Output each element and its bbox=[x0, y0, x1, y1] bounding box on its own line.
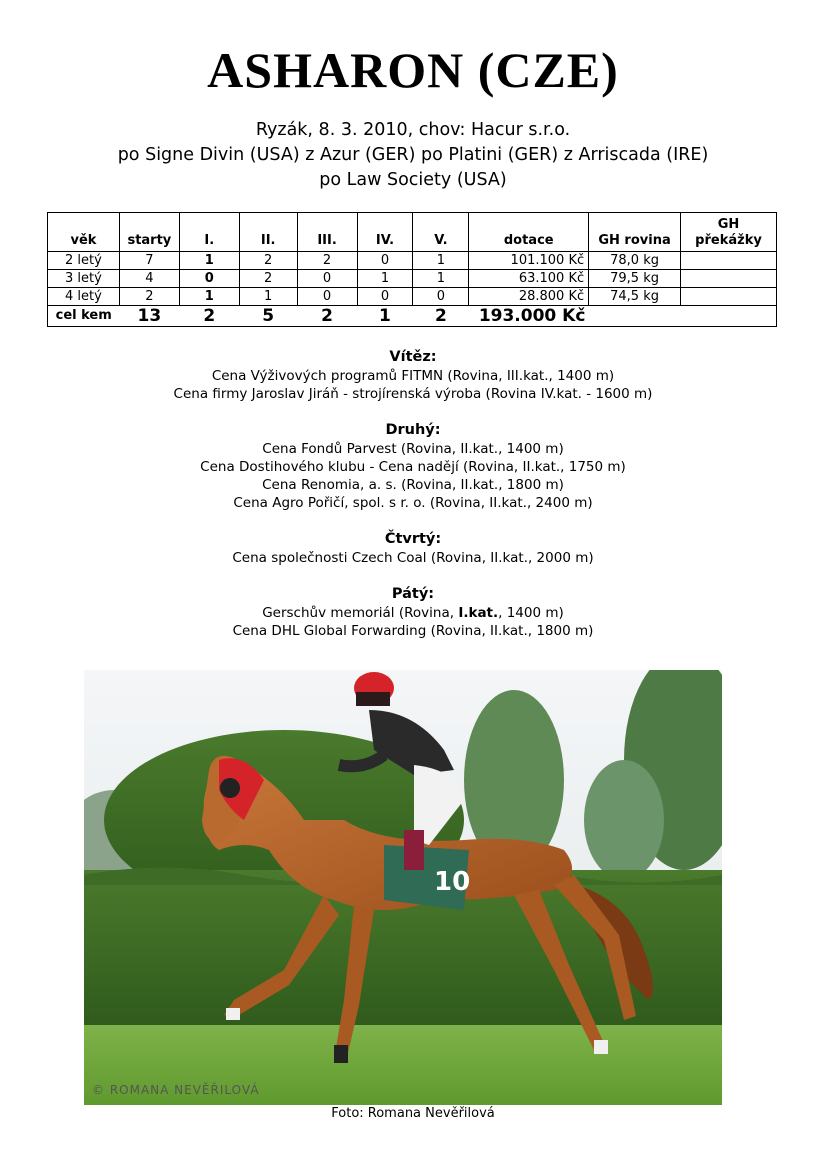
col-header-second: II. bbox=[239, 213, 297, 252]
table-row bbox=[48, 288, 777, 306]
race-results bbox=[0, 348, 826, 640]
cell-third: 0 bbox=[297, 270, 357, 288]
total-label: cel kem bbox=[48, 306, 120, 327]
photo-watermark: © ROMANA NEVĚŘILOVÁ bbox=[92, 1083, 260, 1097]
cell-second: 2 bbox=[239, 270, 297, 288]
cell-first: 1 bbox=[179, 252, 239, 270]
cell-fourth: 1 bbox=[357, 270, 413, 288]
cell-starts: 7 bbox=[119, 252, 179, 270]
table-header-row bbox=[48, 213, 777, 252]
photo-caption: Foto: Romana Nevěřilová bbox=[331, 1106, 495, 1121]
col-header-age: věk bbox=[48, 213, 120, 252]
cell-fifth: 0 bbox=[413, 288, 469, 306]
cell-fourth: 0 bbox=[357, 288, 413, 306]
col-header-first: I. bbox=[179, 213, 239, 252]
col-header-fifth: V. bbox=[413, 213, 469, 252]
cell-third: 0 bbox=[297, 288, 357, 306]
col-header-gh-jump: GH překážky bbox=[681, 213, 777, 252]
cell-second: 1 bbox=[239, 288, 297, 306]
info-line-pedigree: po Signe Divin (USA) z Azur (GER) po Platini (GER) z Arriscada (IRE) bbox=[117, 145, 709, 165]
horse-name-title: ASHARON (CZE) bbox=[207, 42, 619, 98]
cell-gh-flat: 78,0 kg bbox=[589, 252, 681, 270]
result-category-bold: I.kat. bbox=[458, 605, 499, 621]
info-line-breed: Ryzák, 8. 3. 2010, chov: Hacur s.r.o. bbox=[255, 120, 571, 140]
fifth-heading: Pátý: bbox=[391, 586, 435, 602]
cell-age: 3 letý bbox=[48, 270, 120, 288]
cell-age: 2 letý bbox=[48, 252, 120, 270]
cell-second: 2 bbox=[239, 252, 297, 270]
cell-prize: 28.800 Kč bbox=[469, 288, 589, 306]
result-line: Cena Renomia, a. s. (Rovina, II.kat., 1800 m) bbox=[262, 477, 564, 493]
table-row bbox=[48, 252, 777, 270]
result-line: Cena Výživových programů FITMN (Rovina, III.kat., 1400 m) bbox=[211, 368, 615, 384]
fourth-heading: Čtvrtý: bbox=[384, 531, 442, 547]
cell-gh-jump bbox=[681, 288, 777, 306]
result-line: Cena Fondů Parvest (Rovina, II.kat., 1400 m) bbox=[262, 441, 564, 457]
info-line-pedigree-cont: po Law Society (USA) bbox=[319, 170, 507, 190]
cell-gh-jump bbox=[681, 270, 777, 288]
cell-age: 4 letý bbox=[48, 288, 120, 306]
winner-heading: Vítěz: bbox=[389, 349, 437, 365]
result-text: , 1400 m) bbox=[498, 605, 564, 621]
cell-first: 1 bbox=[179, 288, 239, 306]
cell-starts: 4 bbox=[119, 270, 179, 288]
result-line: Cena Agro Pořičí, spol. s r. o. (Rovina, II.kat., 2400 m) bbox=[233, 495, 593, 511]
cell-prize: 63.100 Kč bbox=[469, 270, 589, 288]
total-first: 2 bbox=[179, 306, 239, 327]
cell-gh-jump bbox=[681, 252, 777, 270]
result-line: Cena společnosti Czech Coal (Rovina, II.kat., 2000 m) bbox=[232, 550, 594, 566]
cell-gh-flat: 74,5 kg bbox=[589, 288, 681, 306]
result-text: Gerschův memoriál (Rovina, bbox=[262, 605, 459, 621]
total-second: 5 bbox=[239, 306, 297, 327]
cell-fifth: 1 bbox=[413, 270, 469, 288]
horse-photo-illustration bbox=[84, 670, 722, 1105]
total-third: 2 bbox=[297, 306, 357, 327]
cell-first: 0 bbox=[179, 270, 239, 288]
cell-third: 2 bbox=[297, 252, 357, 270]
second-heading: Druhý: bbox=[385, 422, 441, 438]
result-line: Cena Dostihového klubu - Cena nadějí (Rovina, II.kat., 1750 m) bbox=[200, 459, 626, 475]
career-stats-table bbox=[47, 212, 777, 327]
cell-prize: 101.100 Kč bbox=[469, 252, 589, 270]
col-header-prize: dotace bbox=[469, 213, 589, 252]
total-prize: 193.000 Kč bbox=[469, 306, 777, 327]
col-header-third: III. bbox=[297, 213, 357, 252]
total-fifth: 2 bbox=[413, 306, 469, 327]
horse-info bbox=[0, 118, 826, 193]
table-row bbox=[48, 270, 777, 288]
cell-fourth: 0 bbox=[357, 252, 413, 270]
cell-gh-flat: 79,5 kg bbox=[589, 270, 681, 288]
total-fourth: 1 bbox=[357, 306, 413, 327]
cell-fifth: 1 bbox=[413, 252, 469, 270]
result-line bbox=[0, 604, 826, 622]
col-header-starts: starty bbox=[119, 213, 179, 252]
table-total-row bbox=[48, 306, 777, 327]
result-line: Cena DHL Global Forwarding (Rovina, II.kat., 1800 m) bbox=[232, 623, 594, 639]
col-header-gh-flat: GH rovina bbox=[589, 213, 681, 252]
saddle-number: 10 bbox=[434, 867, 471, 897]
result-line: Cena firmy Jaroslav Jiráň - strojírenská výroba (Rovina IV.kat. - 1600 m) bbox=[173, 386, 653, 402]
col-header-fourth: IV. bbox=[357, 213, 413, 252]
total-starts: 13 bbox=[119, 306, 179, 327]
horse-photo bbox=[84, 670, 722, 1105]
cell-starts: 2 bbox=[119, 288, 179, 306]
